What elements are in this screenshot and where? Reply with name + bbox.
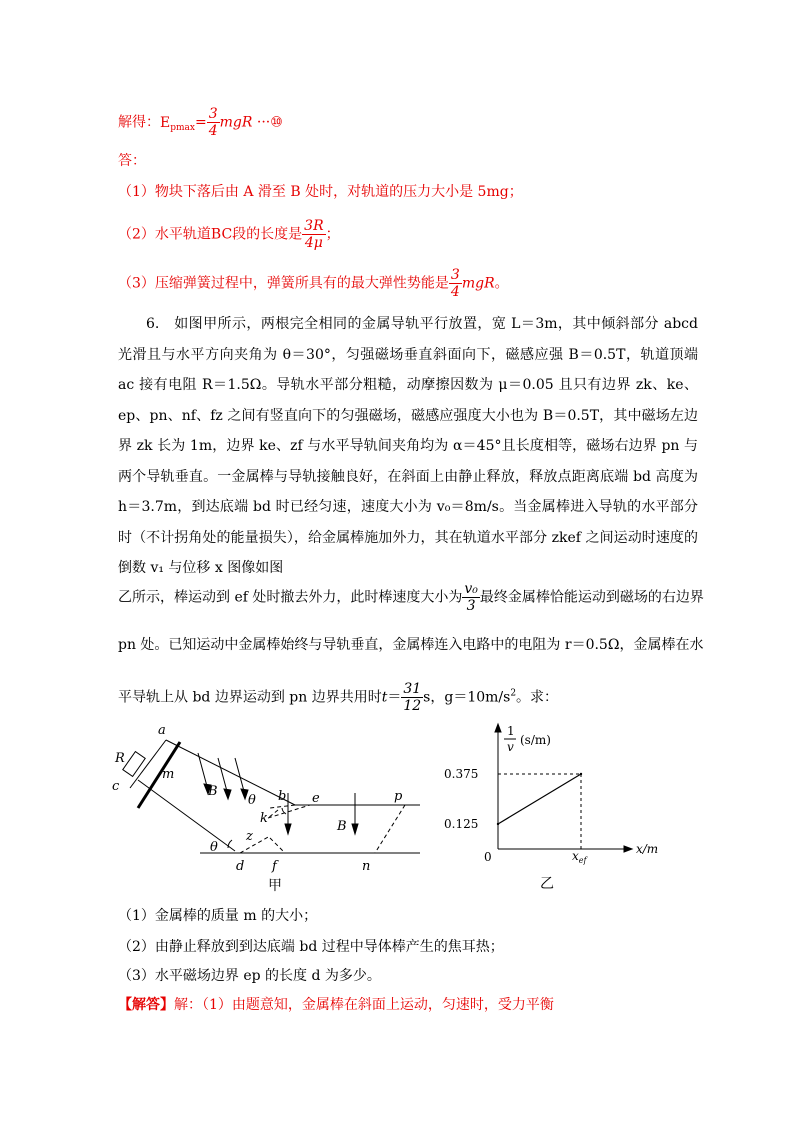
figure-rails-diagram [110,718,440,898]
solution-text: 解：（1）由题意知，金属棒在斜面上运动，匀速时，受力平衡 [174,997,554,1013]
equation-marker: ···⑩ [252,114,283,131]
figure-a-caption: 甲 [268,878,282,894]
y-label-numerator: 1 [507,724,515,738]
x-tick-ef: $x_{ef}$ [572,849,587,865]
origin-label: 0 [484,850,492,864]
problem-line-resistance: pn 处。已知运动中金属棒始终与导轨垂直，金属棒连入电路中的电阻为 r＝0.5Ω，金属棒在水 [118,637,704,653]
y-unit: (s/m) [520,733,551,747]
label-d: d [236,859,245,874]
epmax-symbol: $E_{pmax}$ [160,114,195,133]
label-theta-2: θ [210,840,218,855]
label-z: z [246,829,253,844]
label-f: f [272,859,277,874]
answer-heading: 答： [118,153,146,169]
label-k: k [260,811,268,826]
mgr-term: mgR [219,114,253,131]
data-point-0 [497,823,499,825]
x-axis-arrow [624,846,632,852]
question-3: （3）水平磁场边界 ep 的长度 d 为多少。 [118,968,381,984]
problem-line-time: 平导轨上从 bd 边界运动到 pn 边界共用时t＝ $\frac{31}{12}$ s，$g=10m/s^2$。求： [118,681,559,714]
answer-3: （3）压缩弹簧过程中，弹簧所具有的最大弹性势能是 $\frac{3}{4}$ mgR。 [118,267,509,300]
problem-paragraph: 6. 如图甲所示，两根完全相同的金属导轨平行放置，宽 L＝3m，其中倾斜部分 abcd 光滑且与水平方向夹角为 θ＝30°，匀强磁场垂直斜面向下，磁感应强 B＝0.5T，轨道顶端 ac 接有电阻 R＝1.5Ω。导轨水平部分粗糙，动摩擦因数为 μ＝0.05 且只有边界 zk、ke、ep、pn、nf、fz 之间有竖直向下的匀强磁场，磁感应强度大小也为 B＝0.5T，其中磁场左边界 zk 长为 1m，边界 ke、zf 与水平导轨间夹角均为 α＝45°且长度相等，磁场右边界 pn 与两个导轨垂直。一金属棒与导轨接触良好，在斜面上由静止释放，释放点距离底端 bd 高度为 h＝3.7m，到达底端 bd 时已经匀速，速度大小为 v₀＝8m/s。当金属棒进入导轨的水平部分时（不计拐角处的能量损失），给金属棒施加外力，其在轨道水平部分 zkef 之间运动时速度的倒数 v₁ 与位移 x 图像如图 [118,316,698,576]
label-c: c [112,779,120,794]
figure-b-caption: 乙 [540,876,554,892]
solution-tag: 【解答】 [118,997,174,1013]
question-2: （2）由静止释放到到达底端 bd 过程中导体棒产生的焦耳热； [118,939,504,955]
answer-1: （1）物块下落后由 A 滑至 B 处时，对轨道的压力大小是 5mg； [118,184,523,200]
figure-velocity-graph [440,718,680,896]
y-tick-label: 0.125 [444,817,479,831]
label-a: a [158,723,166,738]
y-axis-arrow [495,724,501,732]
label-p: p [394,789,403,804]
solution-equation: 解得：$E_{pmax}=$ $\frac{3}{4}$ mgR ···⑩ [118,106,283,139]
fraction-3-4: $\frac{3}{4}$ [208,106,218,139]
label-r: R [115,751,125,766]
label-m: m [162,767,175,782]
label-theta-1: θ [248,793,256,808]
answer-2: （2）水平轨道BC段的长度是 $\frac{3R}{4\mu}$ ； [118,218,340,251]
data-line [498,774,581,824]
problem-line-velocity: 乙所示，棒运动到 ef 处时撤去外力，此时棒速度大小为 $\frac{\text{v₀}}{3}$ 最终金属棒恰能运动到磁场的右边界 [118,581,704,614]
label-e: e [312,791,320,806]
y-tick-label: 0.375 [444,767,479,781]
label-b-field-1: B [208,784,218,799]
question-1: （1）金属棒的质量 m 的大小； [118,908,318,924]
fraction-3r-4mu: $\frac{3R}{4\mu}$ [304,218,324,251]
fraction-v0-3: $\frac{\text{v₀}}{3}$ [464,581,478,614]
fraction-31-12: $\frac{31}{12}$ [403,681,422,714]
label-n: n [362,859,371,874]
data-point-1 [580,773,582,775]
x-axis-label: x/m [636,842,659,856]
y-label-denominator: v [507,740,514,754]
solution-start [118,996,554,1014]
label-b: b [278,789,287,804]
label-b-field-2: B [337,819,347,834]
fraction-3-4b: $\frac{3}{4}$ [450,267,460,300]
solution-label: 解得： [118,114,160,131]
